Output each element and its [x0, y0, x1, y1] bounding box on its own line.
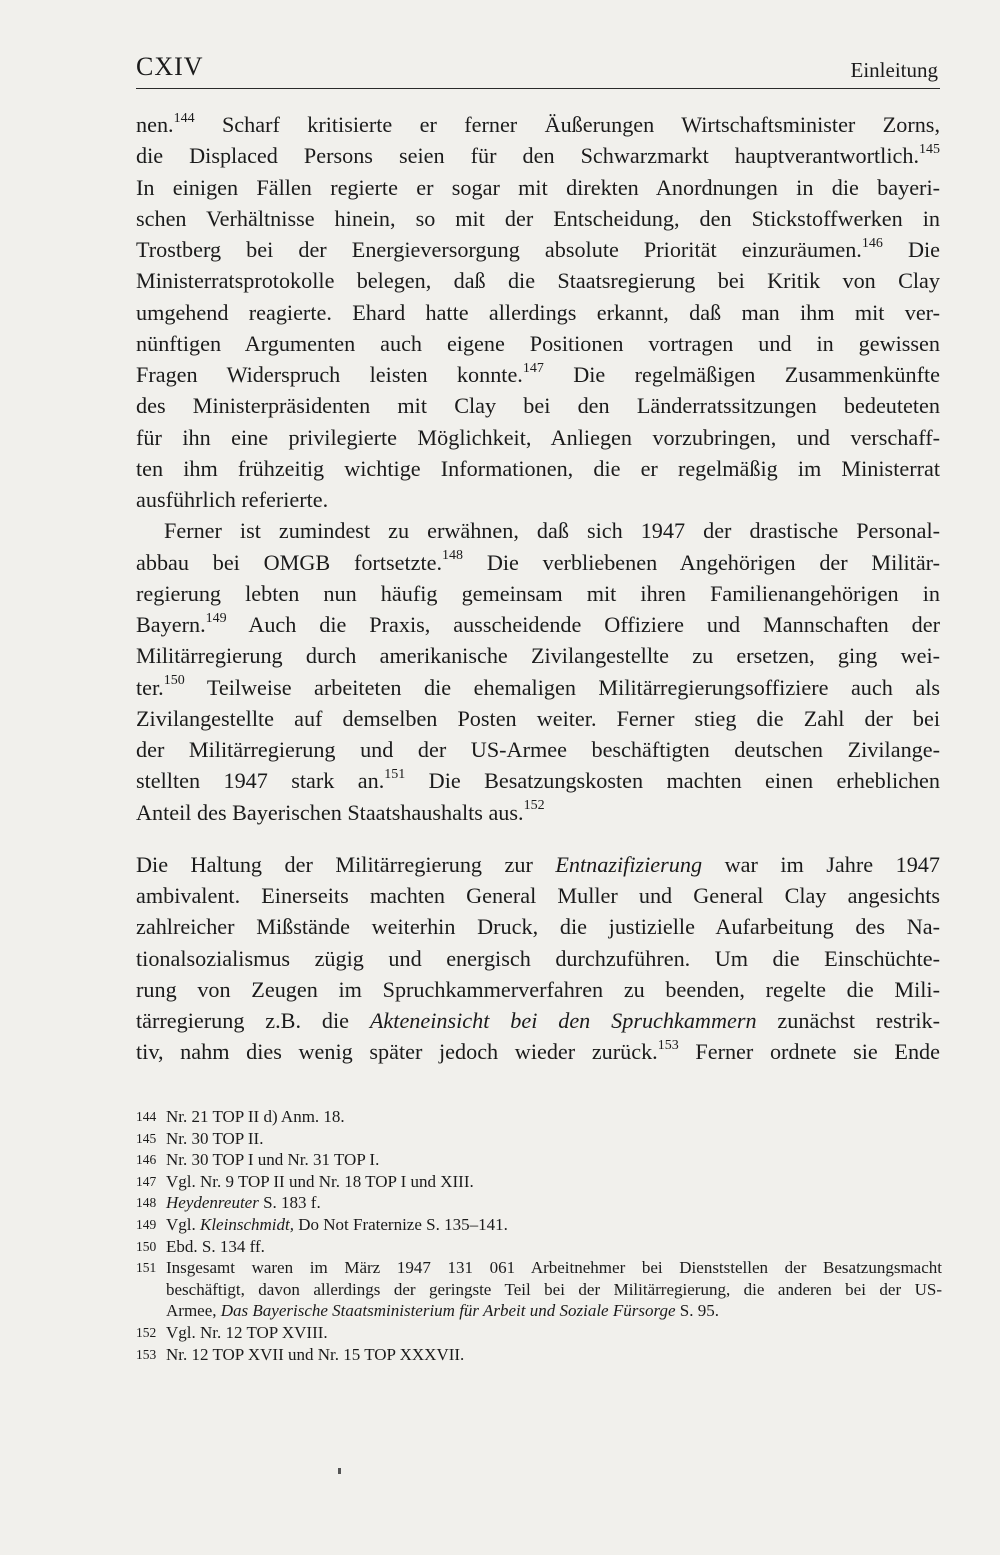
text-line — [136, 797, 940, 828]
text-line — [136, 422, 940, 453]
text-run: Nr. 30 TOP I und Nr. 31 TOP I. — [166, 1150, 380, 1170]
main-text — [136, 109, 940, 1068]
footnote-number: 144 — [136, 1109, 157, 1124]
text-run: Militärregierung durch amerikanische Zivilangestellte zu ersetzen, ging wei- — [136, 643, 940, 669]
text-run: tionalsozialismus zügig und energisch durchzuführen. Um die Einschüchte- — [136, 945, 940, 971]
footnote-line — [166, 1279, 942, 1301]
text-run: Ministerratsprotokolle belegen, daß die Staatsregierung bei Kritik von Clay — [136, 268, 940, 294]
footnote-number: 147 — [136, 1173, 157, 1189]
footnote-number: 150 — [136, 1238, 157, 1254]
text-run: die Displaced Persons seien für den Schwarzmarkt hauptverantwortlich. — [136, 143, 919, 169]
footnote-ref: 146 — [861, 235, 883, 251]
footnote-ref: 150 — [163, 673, 185, 689]
text-line — [136, 911, 940, 942]
paragraph — [136, 109, 940, 515]
footnote-number: 151 — [136, 1260, 157, 1276]
footnote — [136, 1149, 942, 1171]
text-run: tiv, nahm dies wenig später jedoch wieder zurück. — [136, 1039, 658, 1065]
text-run: rung von Zeugen im Spruchkammerverfahren zu beenden, regelte die Mili- — [136, 976, 940, 1002]
text-run: Ferner ist zumindest zu erwähnen, daß sich 1947 der drastische Personal- — [164, 518, 940, 544]
footnote-ref: 144 — [173, 110, 195, 126]
text-run: zahlreicher Mißstände weiterhin Druck, die justizielle Aufarbeitung des Na- — [136, 914, 940, 940]
text-line — [136, 547, 940, 578]
text-run: Nr. 12 TOP XVII und Nr. 15 TOP XXXVII. — [166, 1344, 465, 1364]
text-run: Ebd. S. 134 ff. — [166, 1236, 265, 1256]
text-line — [136, 234, 940, 265]
footnote-line — [166, 1257, 942, 1279]
footnote-ref: 152 — [523, 798, 545, 814]
footnote-number: 146 — [136, 1152, 157, 1168]
text-run: Nr. 21 TOP II d) Anm. 18. — [166, 1107, 345, 1126]
text-run: Die verbliebenen Angehörigen der Militär- — [463, 549, 940, 575]
text-run: Vgl. Nr. 12 TOP XVIII. — [166, 1322, 328, 1342]
footnote — [136, 1128, 942, 1150]
text-run: beschäftigt, davon allerdings der geringste Teil bei der Militärregierung, die anderen bei der US- — [166, 1279, 942, 1299]
footnote-line — [166, 1171, 942, 1193]
text-run: Die regelmäßigen Zusammenkünfte — [543, 362, 940, 387]
text-run: Scharf kritisierte er ferner Äußerungen Wirtschaftsminister Zorns, — [194, 112, 940, 137]
page-number: CXIV — [136, 52, 204, 81]
text-line — [136, 172, 940, 203]
text-run: Nr. 30 TOP II. — [166, 1128, 264, 1148]
text-run: Insgesamt waren im März 1947 131 061 Arbeitnehmer bei Dienststellen der Besatzungsmacht — [166, 1258, 942, 1278]
text-run: regierung lebten nun häufig gemeinsam mit ihren Familienangehörigen in — [136, 580, 940, 606]
text-run: Do Not Fraternize S. 135–141. — [293, 1214, 508, 1234]
text-line — [136, 1005, 940, 1036]
print-speck — [338, 1468, 341, 1474]
text-line — [136, 109, 940, 140]
footnote — [136, 1344, 942, 1366]
text-line — [136, 328, 940, 359]
text-run: des Ministerpräsidenten mit Clay bei den Länderratssitzungen bedeuteten — [136, 393, 940, 419]
footnote-number: 148 — [136, 1195, 157, 1211]
text-line — [136, 297, 940, 328]
text-run: der Militärregierung und der US-Armee beschäftigten deutschen Zivilange- — [136, 737, 940, 762]
text-run: Vgl. Nr. 9 TOP II und Nr. 18 TOP I und XIII. — [166, 1171, 474, 1191]
paragraph — [136, 849, 940, 1068]
text-run: nünftigen Argumenten auch eigene Positionen vortragen und in gewissen — [136, 330, 940, 356]
text-line — [136, 609, 940, 640]
footnote-ref: 153 — [657, 1037, 679, 1053]
footnote-number: 145 — [136, 1130, 157, 1146]
text-run: Die Besatzungskosten machten einen erheblichen — [405, 768, 940, 794]
text-line — [136, 765, 940, 796]
footnote-ref: 149 — [205, 610, 227, 626]
italic-term: Heydenreuter — [166, 1193, 259, 1213]
footnote-line — [166, 1128, 942, 1150]
text-line — [136, 140, 940, 171]
text-run: nen. — [136, 112, 174, 137]
text-run: Fragen Widerspruch leisten konnte. — [136, 362, 523, 387]
text-line — [136, 640, 940, 671]
text-run: war im Jahre 1947 — [702, 851, 940, 877]
footnote-line — [166, 1106, 942, 1128]
text-run: Ferner ordnete sie Ende — [678, 1039, 941, 1065]
text-run: Trostberg bei der Energieversorgung absolute Priorität einzuräumen. — [136, 237, 862, 262]
text-run: Armee, — [166, 1301, 221, 1321]
paragraph — [136, 515, 940, 828]
section-gap — [136, 828, 940, 849]
section-title: Einleitung — [850, 58, 938, 82]
text-line — [136, 943, 940, 974]
text-run: Bayern. — [136, 612, 206, 637]
text-run: S. 95. — [675, 1301, 719, 1321]
text-line — [136, 849, 940, 880]
text-run: schen Verhältnisse hinein, so mit der Entscheidung, den Stickstoffwerken in — [136, 205, 940, 231]
footnote — [136, 1192, 942, 1214]
footnote-line — [166, 1344, 942, 1366]
text-line — [136, 703, 940, 734]
text-run: Vgl. — [166, 1214, 200, 1234]
footnote — [136, 1236, 942, 1258]
footnote-line — [166, 1300, 942, 1322]
footnotes — [136, 1106, 942, 1365]
footnote-line — [166, 1192, 942, 1214]
footnote — [136, 1322, 942, 1344]
text-run: In einigen Fällen regierte er sogar mit direkten Anordnungen in die bayeri- — [136, 174, 940, 200]
footnote-ref: 147 — [522, 360, 544, 376]
text-run: ausführlich referierte. — [136, 487, 329, 512]
text-line — [136, 974, 940, 1005]
text-run: S. 183 f. — [258, 1193, 321, 1213]
text-run: tärregierung z.B. die — [136, 1008, 370, 1033]
footnote — [136, 1214, 942, 1236]
footnote — [136, 1106, 942, 1128]
text-run: ter. — [136, 674, 164, 700]
text-line — [136, 265, 940, 296]
text-run: Zivilangestellte auf demselben Posten weiter. Ferner stieg die Zahl der bei — [136, 705, 940, 731]
text-run: Auch die Praxis, ausscheidende Offiziere und Mannschaften der — [226, 612, 940, 637]
text-run: abbau bei OMGB fortsetzte. — [136, 549, 443, 575]
text-line — [136, 1036, 940, 1067]
text-run: Die Haltung der Militärregierung zur — [136, 851, 556, 877]
footnote-ref: 151 — [384, 766, 406, 782]
text-line — [136, 390, 940, 421]
footnote — [136, 1171, 942, 1193]
footnote-line — [166, 1322, 942, 1344]
text-run: ten ihm frühzeitig wichtige Informationen, die er regelmäßig im Ministerrat — [136, 455, 940, 481]
footnote-number: 153 — [136, 1346, 157, 1362]
footnote-line — [166, 1149, 942, 1171]
text-line — [136, 734, 940, 765]
text-run: Anteil des Bayerischen Staatshaushalts aus. — [136, 799, 524, 825]
text-run: stellten 1947 stark an. — [136, 768, 385, 794]
text-line — [136, 880, 940, 911]
text-line — [136, 578, 940, 609]
footnote-ref: 145 — [919, 141, 940, 157]
text-run: zunächst restrik- — [756, 1008, 940, 1033]
footnote-ref: 148 — [442, 548, 464, 564]
text-run: für ihn eine privilegierte Möglichkeit, Anliegen vorzubringen, und verschaff- — [136, 424, 940, 450]
footnote-line — [166, 1236, 942, 1258]
text-line — [136, 515, 940, 546]
text-line — [136, 453, 940, 484]
text-line — [136, 484, 940, 515]
italic-term: Das Bayerische Staatsministerium für Arbeit und Soziale Fürsorge — [220, 1301, 676, 1321]
footnote — [136, 1257, 942, 1322]
footnote-number: 149 — [136, 1216, 157, 1232]
italic-term: Kleinschmidt, — [200, 1214, 294, 1234]
text-run: ambivalent. Einerseits machten General Muller und General Clay angesichts — [136, 883, 940, 908]
running-header — [136, 50, 940, 89]
text-run: Teilweise arbeiteten die ehemaligen Militärregierungsoffiziere auch als — [184, 674, 940, 700]
text-line — [136, 672, 940, 703]
text-run: Die — [882, 237, 940, 262]
italic-term: Akteneinsicht bei den Spruchkammern — [369, 1008, 757, 1033]
footnote-number: 152 — [136, 1324, 157, 1340]
text-line — [136, 203, 940, 234]
text-run: umgehend reagierte. Ehard hatte allerdings erkannt, daß man ihm mit ver- — [136, 299, 940, 325]
italic-term: Entnazifizierung — [555, 851, 703, 877]
text-line — [136, 359, 940, 390]
footnote-line — [166, 1214, 942, 1236]
